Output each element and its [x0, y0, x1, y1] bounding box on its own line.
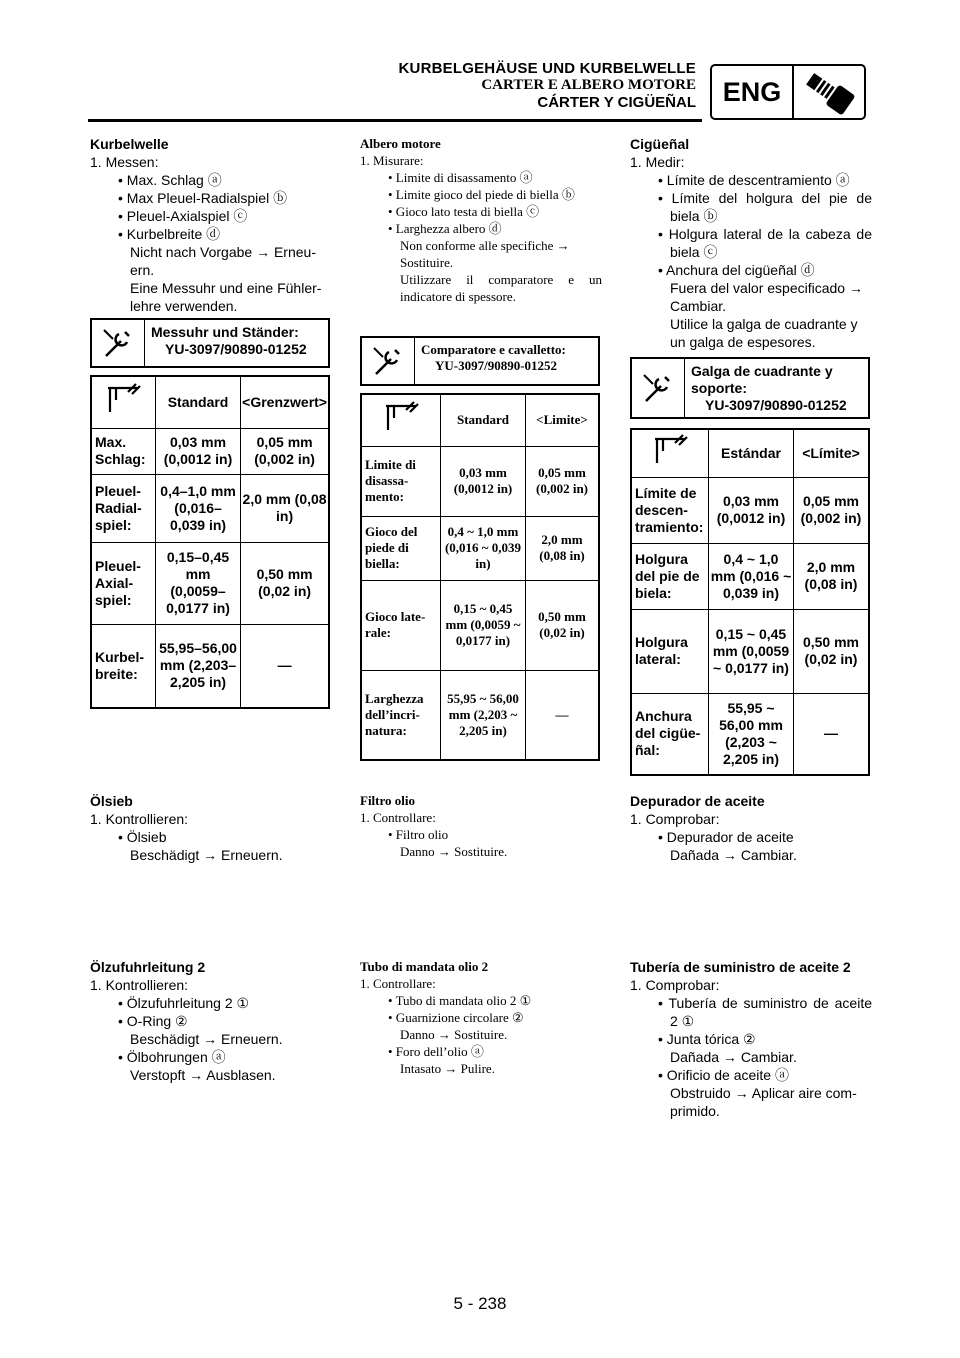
- it-crank-step: 1. Misurare:: [360, 153, 424, 168]
- de-pipe-step: 1. Kontrollieren:: [90, 977, 189, 993]
- it-crank-section: [360, 135, 602, 305]
- es-strainer-title: Depurador de aceite: [630, 793, 765, 809]
- de-strainer-note: Beschädigt → Erneuern.: [130, 847, 283, 863]
- it-row-limit: 0,05 mm (0,002 in): [526, 446, 600, 516]
- es-header-standard: Estándar: [709, 429, 794, 477]
- de-crank-bullet: • Pleuel-Axialspiel ⓒ: [118, 208, 248, 224]
- it-row-label: Larghezza dell’incri-natura:: [361, 670, 441, 760]
- es-strainer-section: [630, 792, 872, 864]
- de-tool-number: YU-3097/90890-01252: [165, 341, 307, 357]
- header-title-de: KURBELGEHÄUSE UND KURBELWELLE: [398, 60, 696, 77]
- de-strainer-bullet: • Ölsieb: [118, 829, 167, 845]
- es-crank-bullet: • Holgura lateral de la cabeza de biela ⓒ: [658, 226, 872, 260]
- de-row-limit: 2,0 mm (0,08 in): [241, 474, 329, 542]
- engine-bolt-icon: [794, 66, 864, 118]
- de-crank-title: Kurbelwelle: [90, 136, 169, 152]
- it-row-label: Gioco del piede di biella:: [361, 516, 441, 580]
- it-header-standard: Standard: [441, 394, 526, 446]
- it-pipe-step: 1. Controllare:: [360, 976, 436, 991]
- it-row-limit: 0,50 mm (0,02 in): [526, 580, 600, 670]
- it-strainer-step: 1. Controllare:: [360, 810, 436, 825]
- it-crank-title: Albero motore: [360, 136, 441, 151]
- es-row-label: Holgura del pie de biela:: [631, 543, 709, 609]
- it-crank-note: Utilizzare il comparatore e un indicatore di spessore.: [400, 272, 602, 304]
- es-row-limit: 2,0 mm (0,08 in): [794, 543, 870, 609]
- de-crank-step: 1. Messen:: [90, 154, 159, 170]
- de-crank-note: Eine Messuhr und eine Fühler-lehre verwenden.: [130, 280, 322, 314]
- es-row-standard: 55,95 ~ 56,00 mm (2,203 ~ 2,205 in): [709, 693, 794, 775]
- de-crank-section: [90, 135, 332, 315]
- it-crank-bullet: • Gioco lato testa di biella ⓒ: [388, 204, 540, 219]
- de-row-limit: 0,05 mm (0,002 in): [241, 428, 329, 474]
- caliper-spec-icon: [631, 429, 709, 477]
- de-header-standard: Standard: [155, 376, 240, 428]
- es-row-standard: 0,15 ~ 0,45 mm (0,0059 ~ 0,0177 in): [709, 609, 794, 693]
- it-crank-note: Non conforme alle specifiche → Sostituire.: [400, 238, 570, 270]
- de-crank-note: Nicht nach Vorgabe → Erneu-ern.: [130, 244, 316, 278]
- de-strainer-step: 1. Kontrollieren:: [90, 811, 189, 827]
- de-row-label: Max. Schlag:: [91, 428, 155, 474]
- de-pipe-title: Ölzufuhrleitung 2: [90, 959, 206, 975]
- es-tool-title: Galga de cuadrante y soporte:: [691, 363, 833, 396]
- it-crank-bullet: • Larghezza albero ⓓ: [388, 221, 502, 236]
- it-pipe-bullet: • Guarnizione circolare ②: [388, 1010, 524, 1025]
- header-title-it: CARTER E ALBERO MOTORE: [481, 77, 696, 93]
- es-row-standard: 0,03 mm (0,0012 in): [709, 477, 794, 543]
- de-pipe-note: Verstopft → Ausblasen.: [130, 1067, 276, 1083]
- es-row-label: Límite de descen-tramiento:: [631, 477, 709, 543]
- wrench-tool-icon: [632, 359, 685, 417]
- es-pipe-step: 1. Comprobar:: [630, 977, 720, 993]
- it-tool-title: Comparatore e cavalletto:: [421, 342, 566, 357]
- it-row-standard: 55,95 ~ 56,00 mm (2,203 ~ 2,205 in): [441, 670, 526, 760]
- es-spec-table: [630, 428, 870, 776]
- it-tool-box: [360, 336, 600, 386]
- de-spec-table: [90, 375, 330, 709]
- es-crank-note: Utilice la galga de cuadrante y un galga de espesores.: [670, 316, 858, 350]
- it-row-label: Gioco late-rale:: [361, 580, 441, 670]
- header-title-es: CÁRTER Y CIGÜEÑAL: [537, 94, 696, 111]
- de-crank-bullet: • Max. Schlag ⓐ: [118, 172, 222, 188]
- de-pipe-bullet: • O-Ring ②: [118, 1013, 188, 1029]
- de-crank-bullet: • Kurbelbreite ⓓ: [118, 226, 221, 242]
- wrench-tool-icon: [92, 320, 145, 366]
- es-strainer-bullet: • Depurador de aceite: [658, 829, 794, 845]
- es-crank-bullet: • Límite del holgura del pie de biela ⓑ: [658, 190, 872, 224]
- de-pipe-section: [90, 958, 332, 1084]
- it-spec-table: [360, 393, 600, 761]
- de-crank-bullet: • Max Pleuel-Radialspiel ⓑ: [118, 190, 288, 206]
- it-row-standard: 0,15 ~ 0,45 mm (0,0059 ~ 0,0177 in): [441, 580, 526, 670]
- it-strainer-section: [360, 792, 602, 860]
- es-strainer-step: 1. Comprobar:: [630, 811, 720, 827]
- es-row-limit: 0,50 mm (0,02 in): [794, 609, 870, 693]
- de-row-standard: 55,95–56,00 mm (2,203–2,205 in): [155, 624, 240, 708]
- eng-badge: [710, 64, 866, 120]
- de-strainer-title: Ölsieb: [90, 793, 133, 809]
- de-row-limit: —: [241, 624, 329, 708]
- es-row-label: Anchura del cigüe-ñal:: [631, 693, 709, 775]
- it-pipe-note: Danno → Sostituire.: [400, 1027, 508, 1042]
- es-pipe-bullet: • Orificio de aceite ⓐ: [658, 1067, 789, 1083]
- de-row-limit: 0,50 mm (0,02 in): [241, 542, 329, 624]
- de-header-limit: <Grenzwert>: [241, 376, 329, 428]
- es-pipe-note: Obstruido → Aplicar aire com-primido.: [670, 1085, 857, 1119]
- it-strainer-bullet: • Filtro olio: [388, 827, 449, 842]
- es-crank-title: Cigüeñal: [630, 136, 690, 152]
- es-row-standard: 0,4 ~ 1,0 mm (0,016 ~ 0,039 in): [709, 543, 794, 609]
- page-number: 5 - 238: [453, 1294, 507, 1313]
- header-rule: [88, 119, 702, 122]
- de-tool-title: Messuhr und Ständer:: [151, 324, 299, 340]
- it-pipe-bullet: • Tubo di mandata olio 2 ①: [388, 993, 532, 1008]
- it-row-limit: —: [526, 670, 600, 760]
- wrench-tool-icon: [362, 338, 415, 384]
- de-row-label: Pleuel-Axial-spiel:: [91, 542, 155, 624]
- de-row-standard: 0,03 mm (0,0012 in): [155, 428, 240, 474]
- caliper-spec-icon: [91, 376, 155, 428]
- es-row-limit: —: [794, 693, 870, 775]
- de-pipe-note: Beschädigt → Erneuern.: [130, 1031, 283, 1047]
- it-pipe-bullet: • Foro dell’olio ⓐ: [388, 1044, 484, 1059]
- de-strainer-section: [90, 792, 332, 864]
- es-crank-step: 1. Medir:: [630, 154, 685, 170]
- de-row-label: Kurbel-breite:: [91, 624, 155, 708]
- it-row-standard: 0,4 ~ 1,0 mm (0,016 ~ 0,039 in): [441, 516, 526, 580]
- es-crank-bullet: • Anchura del cigüeñal ⓓ: [658, 262, 815, 278]
- it-strainer-title: Filtro olio: [360, 793, 416, 808]
- es-pipe-title: Tubería de suministro de aceite 2: [630, 959, 851, 975]
- it-header-limit: <Limite>: [526, 394, 600, 446]
- it-row-standard: 0,03 mm (0,0012 in): [441, 446, 526, 516]
- it-pipe-title: Tubo di mandata olio 2: [360, 959, 489, 974]
- it-row-limit: 2,0 mm (0,08 in): [526, 516, 600, 580]
- es-strainer-note: Dañada → Cambiar.: [670, 847, 797, 863]
- es-header-limit: <Límite>: [794, 429, 870, 477]
- it-crank-bullet: • Limite di disassamento ⓐ: [388, 170, 533, 185]
- es-pipe-note: Dañada → Cambiar.: [670, 1049, 797, 1065]
- es-tool-number: YU-3097/90890-01252: [705, 397, 847, 413]
- es-crank-bullet: • Límite de descentramiento ⓐ: [658, 172, 850, 188]
- es-row-limit: 0,05 mm (0,002 in): [794, 477, 870, 543]
- it-strainer-note: Danno → Sostituire.: [400, 844, 508, 859]
- it-crank-bullet: • Limite gioco del piede di biella ⓑ: [388, 187, 575, 202]
- it-pipe-note: Intasato → Pulire.: [400, 1061, 495, 1076]
- caliper-spec-icon: [361, 394, 441, 446]
- es-tool-box: [630, 357, 870, 419]
- it-pipe-section: [360, 958, 602, 1077]
- es-crank-section: [630, 135, 872, 351]
- es-pipe-section: [630, 958, 872, 1120]
- es-pipe-bullet: • Junta tórica ②: [658, 1031, 756, 1047]
- it-tool-number: YU-3097/90890-01252: [435, 358, 558, 373]
- es-crank-note: Fuera del valor especificado → Cambiar.: [670, 280, 863, 314]
- de-row-standard: 0,15–0,45 mm (0,0059–0,0177 in): [155, 542, 240, 624]
- de-pipe-bullet: • Ölzufuhrleitung 2 ①: [118, 995, 250, 1011]
- es-row-label: Holgura lateral:: [631, 609, 709, 693]
- de-row-label: Pleuel-Radial-spiel:: [91, 474, 155, 542]
- es-pipe-bullet: • Tubería de suministro de aceite 2 ①: [658, 995, 872, 1029]
- de-tool-box: [90, 318, 330, 368]
- it-row-label: Limite di disassa-mento:: [361, 446, 441, 516]
- de-pipe-bullet: • Ölbohrungen ⓐ: [118, 1049, 226, 1065]
- eng-label: ENG: [712, 66, 794, 118]
- de-row-standard: 0,4–1,0 mm (0,016–0,039 in): [155, 474, 240, 542]
